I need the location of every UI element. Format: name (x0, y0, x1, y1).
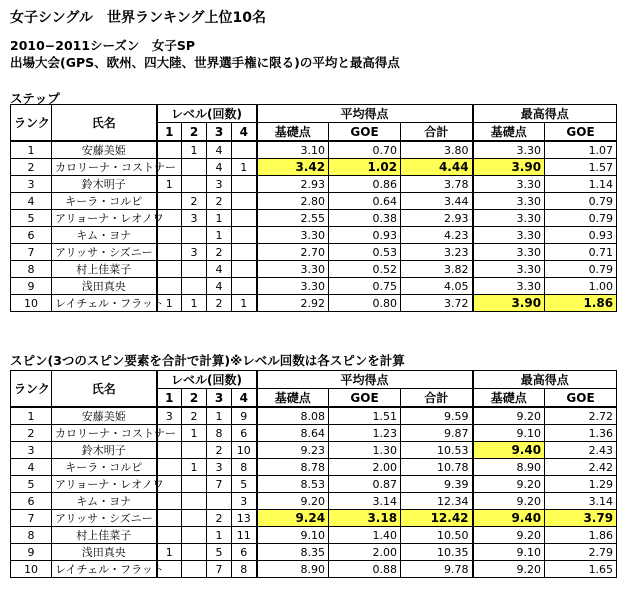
avg-goe-cell: 0.38 (329, 210, 401, 227)
level-3-cell: 4 (207, 159, 232, 176)
max-base-cell: 8.90 (473, 459, 545, 476)
level-1-cell: 1 (157, 176, 182, 193)
table-row (11, 159, 617, 176)
level-4-cell: 5 (232, 476, 257, 493)
name-cell: キーラ・コルピ (52, 459, 157, 476)
avg-goe-cell: 1.23 (329, 425, 401, 442)
avg-base-cell: 9.23 (257, 442, 329, 459)
name-cell: レイチェル・フラット (52, 561, 157, 578)
avg-base-cell: 9.24 (257, 510, 329, 527)
level-2-cell (182, 261, 207, 278)
name-cell: キム・ヨナ (52, 227, 157, 244)
header-row (11, 105, 617, 123)
rank-cell: 5 (11, 476, 52, 493)
max-goe-cell: 0.71 (545, 244, 617, 261)
avg-base-cell: 8.35 (257, 544, 329, 561)
level-3-cell: 1 (207, 527, 232, 544)
avg-base-cell: 8.08 (257, 407, 329, 425)
level-3-cell: 1 (207, 407, 232, 425)
name-cell: カロリーナ・コストナー (52, 425, 157, 442)
rank-cell: 4 (11, 459, 52, 476)
scope-subtitle: 出場大会(GPS、欧州、四大陸、世界選手権に限る)の平均と最高得点 (10, 55, 400, 70)
rank-cell: 1 (11, 141, 52, 159)
level-2-header: 2 (182, 389, 207, 408)
avg-total-cell: 4.05 (401, 278, 473, 295)
level-1-cell: 1 (157, 544, 182, 561)
level-4-cell (232, 244, 257, 261)
level-2-cell: 1 (182, 141, 207, 159)
level-2-cell: 1 (182, 459, 207, 476)
name-cell: キーラ・コルピ (52, 193, 157, 210)
max-goe-cell: 1.86 (545, 295, 617, 312)
avg-total-cell: 12.34 (401, 493, 473, 510)
avg-base-cell: 9.20 (257, 493, 329, 510)
level-2-cell (182, 159, 207, 176)
avg-total-cell: 12.42 (401, 510, 473, 527)
level-3-cell: 4 (207, 261, 232, 278)
max-goe-cell: 1.07 (545, 141, 617, 159)
max-base-cell: 3.30 (473, 210, 545, 227)
avg-base-cell: 3.10 (257, 141, 329, 159)
max-goe-cell: 0.79 (545, 210, 617, 227)
level-header: レベル(回数) (157, 371, 257, 389)
rank-cell: 2 (11, 159, 52, 176)
level-2-cell (182, 176, 207, 193)
level-1-cell (157, 493, 182, 510)
name-header: 氏名 (52, 105, 157, 142)
rank-cell: 6 (11, 493, 52, 510)
rank-cell: 10 (11, 295, 52, 312)
level-2-cell (182, 527, 207, 544)
level-3-cell: 7 (207, 476, 232, 493)
max-base-cell: 3.30 (473, 244, 545, 261)
level-3-cell: 1 (207, 227, 232, 244)
level-3-cell: 2 (207, 193, 232, 210)
level-2-cell: 1 (182, 295, 207, 312)
rank-cell: 7 (11, 510, 52, 527)
avg-goe-cell: 0.87 (329, 476, 401, 493)
max-goe-cell: 1.00 (545, 278, 617, 295)
level-3-cell: 3 (207, 176, 232, 193)
max-goe-cell: 1.36 (545, 425, 617, 442)
avg-goe-cell: 0.75 (329, 278, 401, 295)
name-cell: 村上佳菜子 (52, 261, 157, 278)
avg-base-cell: 8.53 (257, 476, 329, 493)
max-base-cell: 9.10 (473, 544, 545, 561)
step-section-label: ステップ (10, 91, 60, 106)
table-row (11, 459, 617, 476)
level-4-cell: 6 (232, 544, 257, 561)
level-1-cell (157, 459, 182, 476)
level-1-header: 1 (157, 123, 182, 142)
level-1-cell (157, 227, 182, 244)
table-row (11, 476, 617, 493)
table-row (11, 244, 617, 261)
level-3-cell: 5 (207, 544, 232, 561)
rank-cell: 8 (11, 261, 52, 278)
max-header: 最高得点 (473, 105, 617, 123)
rank-cell: 4 (11, 193, 52, 210)
avg-total-cell: 4.23 (401, 227, 473, 244)
max-base-header: 基礎点 (473, 389, 545, 408)
max-header: 最高得点 (473, 371, 617, 389)
level-4-cell (232, 141, 257, 159)
level-4-cell: 13 (232, 510, 257, 527)
avg-total-cell: 9.59 (401, 407, 473, 425)
avg-total-cell: 3.44 (401, 193, 473, 210)
max-goe-header: GOE (545, 389, 617, 408)
avg-goe-cell: 0.93 (329, 227, 401, 244)
name-cell: 浅田真央 (52, 544, 157, 561)
max-goe-cell: 1.14 (545, 176, 617, 193)
max-goe-cell: 1.57 (545, 159, 617, 176)
table-row (11, 527, 617, 544)
level-4-cell: 10 (232, 442, 257, 459)
level-4-cell: 8 (232, 561, 257, 578)
level-2-cell (182, 227, 207, 244)
level-2-cell: 3 (182, 244, 207, 261)
avg-goe-cell: 1.51 (329, 407, 401, 425)
average-header: 平均得点 (257, 105, 473, 123)
table-row (11, 141, 617, 159)
max-base-cell: 9.20 (473, 476, 545, 493)
max-goe-cell: 3.79 (545, 510, 617, 527)
max-goe-cell: 1.29 (545, 476, 617, 493)
level-4-cell (232, 261, 257, 278)
avg-base-cell: 8.64 (257, 425, 329, 442)
level-4-cell: 1 (232, 159, 257, 176)
max-base-cell: 9.20 (473, 493, 545, 510)
avg-total-cell: 10.35 (401, 544, 473, 561)
max-goe-cell: 3.14 (545, 493, 617, 510)
avg-total-cell: 3.78 (401, 176, 473, 193)
avg-base-cell: 3.42 (257, 159, 329, 176)
table-row (11, 425, 617, 442)
avg-goe-cell: 1.02 (329, 159, 401, 176)
avg-total-cell: 9.39 (401, 476, 473, 493)
rank-cell: 8 (11, 527, 52, 544)
table-row (11, 278, 617, 295)
avg-base-cell: 2.80 (257, 193, 329, 210)
max-goe-cell: 0.93 (545, 227, 617, 244)
rank-header: ランク (11, 105, 52, 142)
max-goe-cell: 2.43 (545, 442, 617, 459)
spin-section-label: スピン(3つのスピン要素を合計で計算)※レベル回数は各スピンを計算 (10, 353, 405, 368)
name-cell: カロリーナ・コストナー (52, 159, 157, 176)
name-cell: 安藤美姫 (52, 407, 157, 425)
level-1-cell (157, 244, 182, 261)
level-4-cell: 3 (232, 493, 257, 510)
max-base-cell: 9.40 (473, 442, 545, 459)
name-cell: 浅田真央 (52, 278, 157, 295)
name-cell: キム・ヨナ (52, 493, 157, 510)
avg-total-cell: 3.23 (401, 244, 473, 261)
avg-base-cell: 8.90 (257, 561, 329, 578)
level-4-header: 4 (232, 389, 257, 408)
level-3-header: 3 (207, 123, 232, 142)
table-row (11, 407, 617, 425)
avg-goe-cell: 0.64 (329, 193, 401, 210)
avg-goe-cell: 3.18 (329, 510, 401, 527)
max-base-cell: 9.40 (473, 510, 545, 527)
rank-cell: 3 (11, 442, 52, 459)
table-row (11, 510, 617, 527)
max-goe-cell: 2.42 (545, 459, 617, 476)
level-1-cell: 1 (157, 295, 182, 312)
avg-goe-cell: 1.40 (329, 527, 401, 544)
level-2-cell: 2 (182, 407, 207, 425)
avg-base-cell: 3.30 (257, 227, 329, 244)
level-3-cell: 4 (207, 278, 232, 295)
level-3-cell: 2 (207, 442, 232, 459)
level-4-cell (232, 210, 257, 227)
level-1-cell (157, 141, 182, 159)
max-base-cell: 9.20 (473, 407, 545, 425)
rank-cell: 1 (11, 407, 52, 425)
name-header: 氏名 (52, 371, 157, 408)
level-1-cell: 3 (157, 407, 182, 425)
avg-base-cell: 2.93 (257, 176, 329, 193)
max-base-cell: 3.30 (473, 141, 545, 159)
level-3-cell: 8 (207, 425, 232, 442)
table-row (11, 442, 617, 459)
level-4-cell (232, 176, 257, 193)
max-goe-cell: 1.86 (545, 527, 617, 544)
rank-cell: 9 (11, 544, 52, 561)
avg-total-cell: 2.93 (401, 210, 473, 227)
level-1-cell (157, 510, 182, 527)
rank-cell: 5 (11, 210, 52, 227)
avg-goe-header: GOE (329, 389, 401, 408)
max-base-cell: 9.10 (473, 425, 545, 442)
table-row (11, 210, 617, 227)
max-base-cell: 3.30 (473, 176, 545, 193)
max-goe-cell: 0.79 (545, 193, 617, 210)
table-row (11, 561, 617, 578)
level-4-cell (232, 227, 257, 244)
name-cell: レイチェル・フラット (52, 295, 157, 312)
level-3-cell: 1 (207, 210, 232, 227)
avg-goe-cell: 0.88 (329, 561, 401, 578)
max-base-header: 基礎点 (473, 123, 545, 142)
avg-goe-cell: 1.30 (329, 442, 401, 459)
avg-base-header: 基礎点 (257, 123, 329, 142)
avg-goe-cell: 0.70 (329, 141, 401, 159)
avg-goe-cell: 0.80 (329, 295, 401, 312)
avg-total-header: 合計 (401, 123, 473, 142)
avg-total-cell: 10.50 (401, 527, 473, 544)
max-goe-header: GOE (545, 123, 617, 142)
avg-total-cell: 4.44 (401, 159, 473, 176)
avg-total-cell: 3.72 (401, 295, 473, 312)
name-cell: 安藤美姫 (52, 141, 157, 159)
header-row (11, 371, 617, 389)
level-4-cell: 11 (232, 527, 257, 544)
page-title: 女子シングル 世界ランキング上位10名 (10, 10, 267, 26)
max-base-cell: 3.30 (473, 261, 545, 278)
avg-goe-cell: 3.14 (329, 493, 401, 510)
level-2-cell: 3 (182, 210, 207, 227)
level-2-cell (182, 561, 207, 578)
table-row (11, 227, 617, 244)
rank-cell: 10 (11, 561, 52, 578)
level-4-cell (232, 193, 257, 210)
level-4-cell: 6 (232, 425, 257, 442)
avg-total-header: 合計 (401, 389, 473, 408)
avg-goe-cell: 0.52 (329, 261, 401, 278)
name-cell: アリッサ・シズニー (52, 244, 157, 261)
avg-total-cell: 3.80 (401, 141, 473, 159)
level-1-cell (157, 527, 182, 544)
avg-goe-cell: 0.53 (329, 244, 401, 261)
level-2-cell (182, 278, 207, 295)
max-goe-cell: 2.79 (545, 544, 617, 561)
season-subtitle: 2010−2011シーズン 女子SP (10, 38, 196, 53)
table-row (11, 295, 617, 312)
max-goe-cell: 0.79 (545, 261, 617, 278)
step-table (10, 104, 617, 312)
avg-goe-cell: 0.86 (329, 176, 401, 193)
table-row (11, 176, 617, 193)
avg-total-cell: 10.78 (401, 459, 473, 476)
avg-base-cell: 3.30 (257, 278, 329, 295)
level-2-header: 2 (182, 123, 207, 142)
max-base-cell: 9.20 (473, 527, 545, 544)
level-1-cell (157, 193, 182, 210)
level-3-cell: 2 (207, 510, 232, 527)
level-1-cell (157, 261, 182, 278)
level-2-cell (182, 510, 207, 527)
name-cell: 鈴木明子 (52, 442, 157, 459)
name-cell: アリッサ・シズニー (52, 510, 157, 527)
avg-base-cell: 2.92 (257, 295, 329, 312)
max-base-cell: 3.30 (473, 227, 545, 244)
avg-base-cell: 2.55 (257, 210, 329, 227)
average-header: 平均得点 (257, 371, 473, 389)
level-2-cell (182, 476, 207, 493)
level-1-cell (157, 442, 182, 459)
level-2-cell (182, 493, 207, 510)
rank-cell: 7 (11, 244, 52, 261)
name-cell: 鈴木明子 (52, 176, 157, 193)
level-1-header: 1 (157, 389, 182, 408)
max-goe-cell: 2.72 (545, 407, 617, 425)
table-row (11, 261, 617, 278)
level-4-header: 4 (232, 123, 257, 142)
rank-cell: 3 (11, 176, 52, 193)
avg-base-header: 基礎点 (257, 389, 329, 408)
avg-goe-cell: 2.00 (329, 544, 401, 561)
level-3-cell (207, 493, 232, 510)
level-3-header: 3 (207, 389, 232, 408)
name-cell: 村上佳菜子 (52, 527, 157, 544)
max-base-cell: 3.90 (473, 295, 545, 312)
table-row (11, 493, 617, 510)
name-cell: アリョーナ・レオノワ (52, 476, 157, 493)
avg-goe-cell: 2.00 (329, 459, 401, 476)
avg-total-cell: 9.87 (401, 425, 473, 442)
level-4-cell (232, 278, 257, 295)
level-1-cell (157, 278, 182, 295)
avg-base-cell: 8.78 (257, 459, 329, 476)
level-header: レベル(回数) (157, 105, 257, 123)
max-base-cell: 3.90 (473, 159, 545, 176)
level-3-cell: 2 (207, 244, 232, 261)
level-2-cell (182, 544, 207, 561)
max-goe-cell: 1.65 (545, 561, 617, 578)
level-2-cell: 2 (182, 193, 207, 210)
rank-header: ランク (11, 371, 52, 408)
level-3-cell: 7 (207, 561, 232, 578)
avg-total-cell: 10.53 (401, 442, 473, 459)
rank-cell: 2 (11, 425, 52, 442)
avg-base-cell: 9.10 (257, 527, 329, 544)
level-2-cell (182, 442, 207, 459)
level-3-cell: 2 (207, 295, 232, 312)
spin-table (10, 370, 617, 578)
level-3-cell: 3 (207, 459, 232, 476)
max-base-cell: 9.20 (473, 561, 545, 578)
level-4-cell: 1 (232, 295, 257, 312)
level-3-cell: 4 (207, 141, 232, 159)
avg-base-cell: 3.30 (257, 261, 329, 278)
table-row (11, 544, 617, 561)
table-row (11, 193, 617, 210)
level-2-cell: 1 (182, 425, 207, 442)
rank-cell: 6 (11, 227, 52, 244)
level-4-cell: 8 (232, 459, 257, 476)
avg-base-cell: 2.70 (257, 244, 329, 261)
avg-total-cell: 3.82 (401, 261, 473, 278)
max-base-cell: 3.30 (473, 193, 545, 210)
max-base-cell: 3.30 (473, 278, 545, 295)
avg-goe-header: GOE (329, 123, 401, 142)
name-cell: アリョーナ・レオノワ (52, 210, 157, 227)
level-4-cell: 9 (232, 407, 257, 425)
rank-cell: 9 (11, 278, 52, 295)
avg-total-cell: 9.78 (401, 561, 473, 578)
